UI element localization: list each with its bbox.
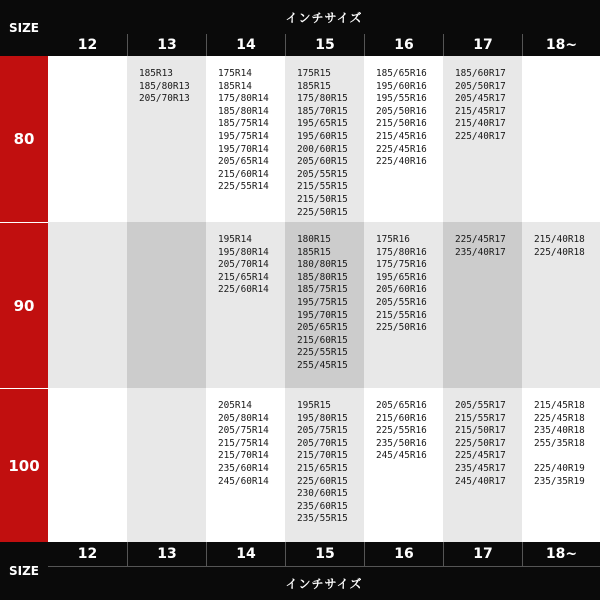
tire-size-item: 185/70R15: [297, 105, 348, 117]
inch-size-caption-bottom: インチサイズ: [48, 566, 600, 600]
tire-size-item: 195/80R14: [218, 246, 269, 258]
size-list: [127, 56, 206, 222]
tire-size-item: 205/55R17: [455, 400, 506, 411]
tire-size-item: 245/45R16: [376, 450, 427, 462]
tire-size-item: 205/60R15: [297, 156, 348, 168]
tire-size-item: 225/45R17: [455, 450, 506, 462]
tire-size-item: 205/80R14: [218, 412, 269, 424]
tire-size-item: 255/35R18: [534, 437, 585, 449]
tire-size-item: 215/50R16: [376, 118, 427, 130]
tire-size-item: 195R15: [297, 400, 331, 411]
tire-size-item: 205/55R16: [376, 296, 427, 308]
size-header-top: SIZE: [0, 0, 48, 56]
tire-size-item: 225/45R18: [534, 412, 585, 424]
tire-size-item: 215/45R16: [376, 130, 427, 142]
tire-size-item: 225/55R15: [297, 347, 348, 359]
tire-size-item: 200/60R15: [297, 143, 348, 155]
tire-size-item: 205/55R15: [297, 168, 348, 180]
size-row-90: 90: [0, 222, 48, 388]
size-row-100: 100: [0, 388, 48, 542]
inch-footer-16: 16: [364, 542, 443, 566]
tire-size-item: 215/50R15: [297, 193, 348, 205]
inch-footer-13: 13: [127, 542, 206, 566]
size-list: [522, 222, 600, 388]
tire-size-item: 215/60R15: [297, 334, 348, 346]
size-list: [364, 388, 443, 542]
tire-size-item: 215/55R17: [455, 412, 506, 424]
tire-size-item: 230/60R15: [297, 488, 348, 500]
inch-footer-17: 17: [443, 542, 522, 566]
cell-100-13: [127, 388, 206, 542]
tire-size-item: 215/45R18: [534, 400, 585, 411]
tire-size-item: 235/55R15: [297, 513, 348, 525]
tire-size-item: 195/65R16: [376, 271, 427, 283]
inch-footer-14: 14: [206, 542, 285, 566]
size-list: [285, 222, 364, 388]
tire-size-item: 175R15: [297, 68, 331, 79]
tire-size-item: 195/70R14: [218, 143, 269, 155]
size-list: [443, 388, 522, 542]
inch-header-12: 12: [48, 34, 127, 56]
tire-size-item: 195/65R15: [297, 118, 348, 130]
tire-size-item: 180/80R15: [297, 259, 348, 271]
tire-size-item: 235/60R14: [218, 462, 269, 474]
tire-size-item: 215/65R15: [297, 462, 348, 474]
inch-footer-15: 15: [285, 542, 364, 566]
tire-size-item: 175R16: [376, 234, 410, 245]
tire-size-item: 205/70R13: [139, 93, 190, 105]
inch-header-13: 13: [127, 34, 206, 56]
size-row-80: 80: [0, 56, 48, 222]
tire-size-item: 175/75R16: [376, 259, 427, 271]
tire-size-item: 185/80R13: [139, 80, 190, 92]
size-list: [364, 56, 443, 222]
cell-90-13: [127, 222, 206, 388]
inch-header-14: 14: [206, 34, 285, 56]
tire-size-item: 225/50R17: [455, 437, 506, 449]
tire-size-item: 245/40R17: [455, 475, 506, 487]
size-list: [285, 388, 364, 542]
tire-size-item: 185/75R15: [297, 284, 348, 296]
tire-size-item: 175R14: [218, 68, 252, 79]
tire-size-item: 215/70R14: [218, 450, 269, 462]
tire-size-item: 225/55R14: [218, 181, 269, 193]
inch-footer-12: 12: [48, 542, 127, 566]
tire-size-item: 195/75R14: [218, 130, 269, 142]
inch-header-17: 17: [443, 34, 522, 56]
tire-size-item: 205/75R14: [218, 425, 269, 437]
tire-size-item: 215/65R14: [218, 271, 269, 283]
inch-header-16: 16: [364, 34, 443, 56]
size-header-bottom: SIZE: [0, 542, 48, 600]
cell-100-12: [48, 388, 127, 542]
tire-size-item: 185R15: [297, 80, 331, 92]
tire-size-item: 255/45R15: [297, 359, 348, 371]
tire-size-item: 225/40R19: [534, 462, 585, 474]
tire-size-item: 235/50R16: [376, 437, 427, 449]
tire-size-item: 195/80R15: [297, 412, 348, 424]
tire-size-item: 245/60R14: [218, 475, 269, 487]
size-list: [443, 56, 522, 222]
tire-size-item: 175/80R14: [218, 93, 269, 105]
tire-size-item: 215/45R17: [455, 105, 506, 117]
tire-size-item: 195/60R16: [376, 80, 427, 92]
tire-size-item: 215/50R17: [455, 425, 506, 437]
tire-size-item: 225/60R14: [218, 284, 269, 296]
tire-size-item: 205/65R14: [218, 156, 269, 168]
size-list: [206, 222, 285, 388]
tire-size-item: 215/55R16: [376, 309, 427, 321]
tire-size-item: 205/65R15: [297, 322, 348, 334]
inch-footer-18: 18~: [522, 542, 600, 566]
tire-size-item: 225/50R16: [376, 322, 427, 334]
tire-size-item: 195/75R15: [297, 296, 348, 308]
tire-size-item: 180R15: [297, 234, 331, 245]
tire-size-item: 205R14: [218, 400, 252, 411]
size-list: [206, 56, 285, 222]
cell-90-12: [48, 222, 127, 388]
tire-size-item: 225/45R16: [376, 143, 427, 155]
tire-size-item: 185R15: [297, 246, 331, 258]
size-list: [285, 56, 364, 222]
tire-size-item: 225/40R17: [455, 130, 506, 142]
tire-size-item: 205/65R16: [376, 400, 427, 411]
tire-size-item: 205/60R16: [376, 284, 427, 296]
inch-header-15: 15: [285, 34, 364, 56]
tire-size-item: 225/45R17: [455, 234, 506, 245]
size-list: [206, 388, 285, 542]
tire-size-item: 215/40R18: [534, 234, 585, 245]
tire-size-item: 205/70R15: [297, 437, 348, 449]
tire-size-item: 235/40R18: [534, 425, 585, 437]
tire-size-item: 225/55R16: [376, 425, 427, 437]
tire-size-item: 175/80R16: [376, 246, 427, 258]
tire-size-item: 205/75R15: [297, 425, 348, 437]
tire-size-item: 195R14: [218, 234, 252, 245]
tire-size-item: 185/80R15: [297, 271, 348, 283]
cell-80-18: [522, 56, 600, 222]
tire-size-item: 225/40R18: [534, 246, 585, 258]
cell-80-12: [48, 56, 127, 222]
size-list: [443, 222, 522, 388]
tire-size-item: 185/75R14: [218, 118, 269, 130]
tire-size-item: 175/80R15: [297, 93, 348, 105]
tire-size-item: 205/50R17: [455, 80, 506, 92]
tire-size-item: 215/70R15: [297, 450, 348, 462]
tire-size-item: 185/80R14: [218, 105, 269, 117]
tire-size-item: 235/40R17: [455, 246, 506, 258]
tire-size-item: 205/50R16: [376, 105, 427, 117]
tire-size-item: 185/65R16: [376, 68, 427, 79]
tire-size-item: 205/70R14: [218, 259, 269, 271]
tire-size-item: 215/75R14: [218, 437, 269, 449]
tire-size-item: 195/55R16: [376, 93, 427, 105]
tire-size-item: 185R14: [218, 80, 252, 92]
tire-size-item: 215/55R15: [297, 181, 348, 193]
size-list: [522, 388, 600, 542]
tire-size-item: 235/45R17: [455, 462, 506, 474]
inch-header-18: 18~: [522, 34, 600, 56]
tire-size-item: 215/40R17: [455, 118, 506, 130]
tire-size-item: 205/45R17: [455, 93, 506, 105]
tire-size-item: 225/60R15: [297, 475, 348, 487]
size-list: [364, 222, 443, 388]
tire-size-item: 185/60R17: [455, 68, 506, 79]
tire-size-item: 235/35R19: [534, 475, 585, 487]
tire-size-item: 195/70R15: [297, 309, 348, 321]
tire-size-item: 235/60R15: [297, 500, 348, 512]
tire-size-item: 215/60R14: [218, 168, 269, 180]
tire-size-item: 185R13: [139, 68, 173, 79]
inch-size-caption-top: インチサイズ: [48, 0, 600, 34]
tire-size-item: 195/60R15: [297, 130, 348, 142]
tire-size-item: 225/40R16: [376, 156, 427, 168]
list-gap: [534, 450, 600, 463]
tire-size-item: 225/50R15: [297, 206, 348, 218]
tire-size-item: 215/60R16: [376, 412, 427, 424]
